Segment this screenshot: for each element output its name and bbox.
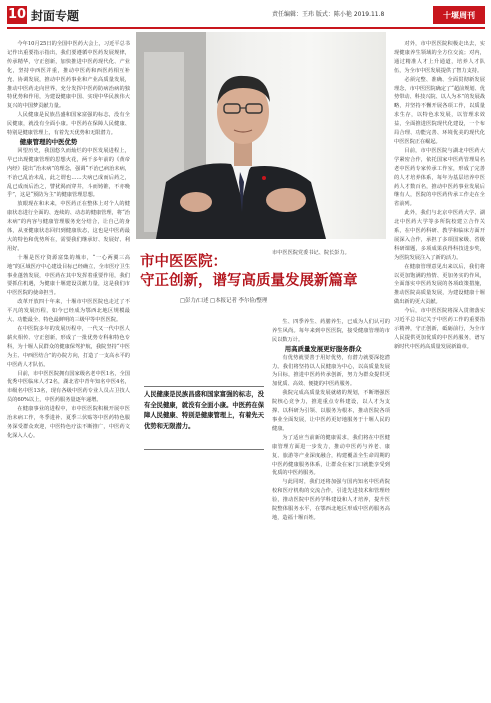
body-paragraph: 改革开放四十年来，十堰市中医医院也走过了不平凡的发展历程，如今已经成为鄂西北地区规模最大、功能最全、特色最鲜明的三级甲等中医医院。 <box>7 299 130 324</box>
section-subheading: 用高质量发展更好服务群众 <box>284 344 362 353</box>
body-paragraph: 人民健康是民族昌盛和国家富强的标志，没有全民健康，就没有全面小康。中医药在保障人民健康、特别是健康管理上，有着先天优势和无限潜力。 <box>7 112 130 137</box>
body-paragraph: 必须完整、准确、全面贯彻新发展理念，市中医医院确定了“超前规划、优势带动、科技兴院、以人为本”的发展战略，并坚持不懈开展各项工作，以质量求生存，以特色求发展，以管理求效益，全面推进医院现代化建设，一个布局合理、功能完善、环境优美的现代化中医医院正在崛起。 <box>394 76 485 145</box>
headline-line-1: 市中医医院： <box>140 254 227 270</box>
page-number: 10 <box>7 7 27 22</box>
pull-quote: 人民健康是民族昌盛和国家富强的标志，没有全民健康，就没有全面小康。中医药在保障人民健康、特别是健康管理上，有着先天优势和无限潜力。 <box>144 391 264 430</box>
section-title: 封面专题 <box>31 9 80 23</box>
article-column-middle <box>272 318 390 700</box>
body-paragraph: 回望历史，我国悠久而灿烂的中医发展进程上，早已出现健康管理的思想火花，两千多年前的《黄帝内经》提出“治未病”的理念，强调“不治已病治未病，不治已乱治未乱，此之谓也……夫病已成而后药之，乱已成而后治之，譬犹渴而穿井，斗而铸锥，不亦晚乎”，这是“预防为主”的健康管理思想。 <box>7 147 130 199</box>
body-paragraph: 在中医院多年的发展历程中，一代又一代中医人薪火相传、守正创新，形成了一批优势专科和特色专科，为十堰人民群众的健康保驾护航，我院坚持“中医为主、中西医结合”的办院方向，打造了一支高水平的中医药人才队伍。 <box>7 326 130 368</box>
body-paragraph: 有优势就要善于用好优势，有潜力就要深挖潜力。我们将坚持以人民健康为中心，以高质量发展为目标，推进中医药传承创新，努力为群众提供更加优质、高效、便捷的中医药服务。 <box>272 354 390 388</box>
portrait-illustration <box>136 32 386 239</box>
body-paragraph: 目前，市中医医院与湖北中医药大学紧密合作，依托国家中医药管理局名老中医药专家传承工作室，形成了完善的人才培养体系，每年为基层培养中医药人才数百名，推动中医药事业发展后继有人，医院的中医药传承工作走在全省前列。 <box>394 147 485 208</box>
article-column-left <box>7 40 130 700</box>
header-rule <box>7 27 485 29</box>
body-paragraph: 生、四季养生、药膳养生，已成为人们认可的养生风尚。每年来到中医医院，接受健康管理的市民以数万计。 <box>272 319 390 343</box>
publication-logo: 十堰周刊 <box>433 6 485 24</box>
body-paragraph: 与此同时，我们还将加强与国内知名中医药院校和医疗机构的交流合作，引进先进技术和管理经验，推动医院中医药学科建设和人才培养，提升医院整体服务水平，在鄂西北地区形成中医药服务高地，造福十堰百姓。 <box>272 479 390 521</box>
section-subheading: 健康管理的中医优势 <box>19 137 78 146</box>
body-paragraph: 在健康管理意见出来以后，我们将以更加饱满的热情、更加务实的作风，全面落实中医药发展的各项政策措施，推动医院高质量发展，为建设健康十堰做出新的更大贡献。 <box>394 263 485 306</box>
portrait-photo <box>136 32 386 239</box>
article-column-right <box>394 40 485 700</box>
photo-caption: 市中医医院党委书记、院长彭力。 <box>272 250 350 256</box>
quote-rule-bottom <box>144 449 264 450</box>
body-paragraph: 放眼现在和未来，中医药正在整体上对个人的健康状态进行全面的、连续的、动态的健康管理，将“治未病”的内容与健康管理服务充分结合，让自己的身体，从亚健康状态回归到健康状态，这也是中医药最大的特色和优势所在，需要我们继承好、发展好、利用好。 <box>7 201 130 252</box>
quote-rule-top <box>144 386 264 387</box>
editor-line: 责任编辑：王玮 版式：陈小艳 2019.11.8 <box>272 11 385 18</box>
body-paragraph: 今年10月25日的全国中医药大会上，习近平总书记作出重要指示指出，我们要遵循中医药发展规律，传承精华，守正创新，加快推进中医药现代化、产业化，坚持中西医并重，推动中医药和西医药相互补充、协调发展，推动中医药事业和产业高质量发展，推动中医药走向世界，充分发挥中医药防病治病的独特优势和作用，为建设健康中国、实现中华民族伟大复兴的中国梦贡献力量。 <box>7 41 130 110</box>
article-byline: □彭力/口述 □本报记者 李尔俭/整理 <box>180 298 268 304</box>
body-paragraph: 十堰是医疗资源富集的城市，“一心两翼三高地”的区域医疗中心建设目标已经确立，全市医疗卫生事业蓬勃发展，中医药在其中发挥着重要作用，我们要抓住机遇，为健康十堰建设贡献力量，这是我们市中医医院的使命担当。 <box>7 254 130 297</box>
body-paragraph: 对外，市中医医院积极走出去，实现健康养生领域的全方位交流；对内，通过精准人才上升通道，培养人才队伍，为全市中医发展提供了智力支持。 <box>394 41 485 74</box>
body-paragraph: 此外，我们与北京中医药大学、湖北中医药大学等多所院校建立合作关系，在中医药科研、教学和临床方面开展深入合作，承担了多项国家级、省级科研课题，多项成果获得科技进步奖，为医院发展注入了新的活力。 <box>394 210 485 261</box>
headline-line-2: 守正创新，谱写高质量发展新篇章 <box>140 273 358 289</box>
article-headline <box>140 253 358 291</box>
body-paragraph: 我院完成高质量发展就绪的规划，不断增强医院核心竞争力，推进重点专科建设，以人才为支撑、以科研为引领、以服务为根本，推动医院各项事业全面发展，让中医药更好地服务于十堰人民的健康。 <box>272 390 390 432</box>
body-paragraph: 目前，市中医医院拥有国家级名老中医1名，全国优秀中医临床人才2名，湖北省中青年知名中医4名，市级名中医13名，现有各级中医药专业人员占卫技人员的60%以上，中医药服务量逐年递增。 <box>7 370 130 404</box>
body-paragraph: 今后，市中医医院将深入贯彻落实习近平总书记关于中医药工作的重要指示精神，守正创新，砥砺前行，为全市人民提供更加优质的中医药服务，谱写新时代中医药高质量发展新篇章。 <box>394 308 485 350</box>
page-header <box>0 0 491 30</box>
body-paragraph: 为了适应当前新的健康需求，我们将在中医健康管理方面进一步发力，推动中医药与养老、康复、旅游等产业深度融合，构建覆盖全生命周期的中医药健康服务体系，让群众在家门口就能享受到优质的中医药服务。 <box>272 434 390 477</box>
body-paragraph: 在健康事业的进程中，市中医医院积极开展中医治未病工作，冬季进补、夏季三伏贴等中医药特色服务深受群众欢迎，中医特色疗法不断推广，中医药文化深入人心。 <box>7 406 130 439</box>
